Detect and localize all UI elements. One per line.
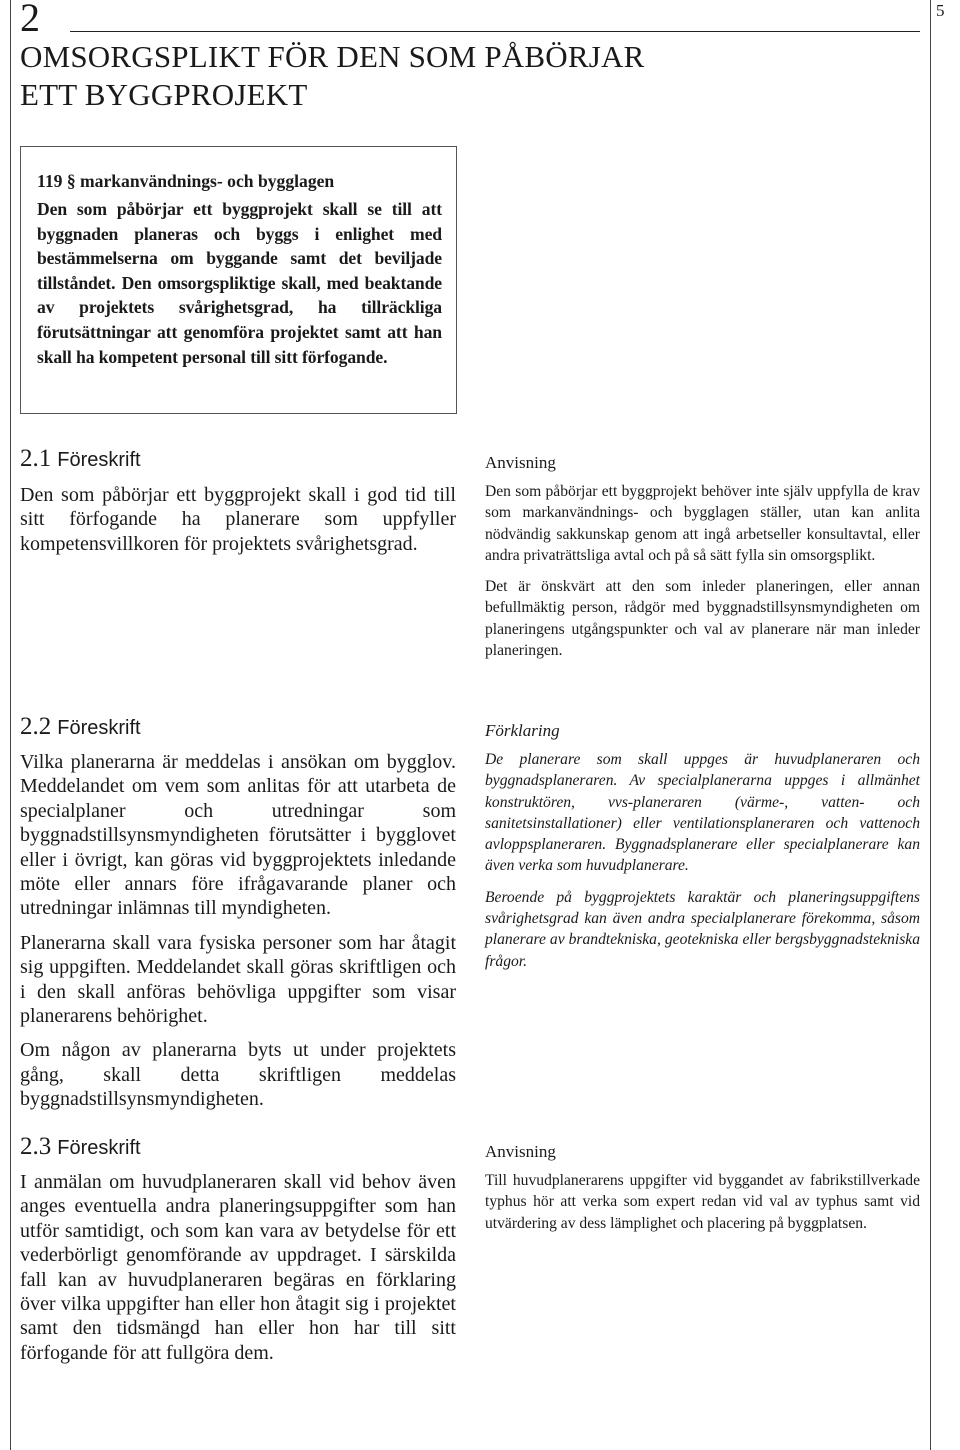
paragraph: Vilka planerarna är meddelas i ansökan om bygglov. Meddelandet om vem som anlitas för att utarbeta de specialplaner och utredningar som byggnadstillsynsmyndigheten förutsätter i bygglovet eller i övrigt, kan göras vid byggprojektets inledande möte eller annars före ifrågavarande planer och utredningar inlämnas till myndigheten. <box>20 751 456 920</box>
section-2-2-side-heading: Förklaring <box>485 721 560 740</box>
chapter-title-line-1: OMSORGSPLIKT FÖR DEN SOM PÅBÖRJAR <box>20 39 645 74</box>
section-2-3-side-heading: Anvisning <box>485 1142 556 1161</box>
paragraph: De planerare som skall uppges är huvudplaneraren och byggnadsplaneraren. Av specialplanerarna uppges i allmänhet konstruktören, vvs-planeraren (värme-, vatten- och sanitetsinstallationer) eller ventilationsplaneraren och vattenoch avloppsplaneraren. Byggnadsplanerare eller specialplanerare kan även verka som huvudplanerare. <box>485 751 920 875</box>
section-2-1-side-heading: Anvisning <box>485 453 556 472</box>
paragraph: Till huvudplanerarens uppgifter vid byggandet av fabrikstillverkade typhus hör att verka som expert redan vid val av typhus samt vid utvärdering av dess lämplighet och placering på byggplatsen. <box>485 1172 920 1232</box>
paragraph: Den som påbörjar ett byggprojekt behöver inte själv uppfylla de krav som markanvändnings- och bygglagen ställer, utan kan anlita nödvändig sakkunskap genom att ingå arbetseller konsultavtal, eller andra privaträttsliga avtal och på så sätt fylla sin omsorgsplikt. <box>485 483 920 564</box>
section-label: Föreskrift <box>57 449 141 471</box>
paragraph: Planerarna skall vara fysiska personer som har åtagit sig uppgiften. Meddelandet skall göras skriftligen och i den skall anföras behövliga uppgifter som visar planerarens behörighet. <box>20 931 456 1028</box>
paragraph: Den som påbörjar ett byggprojekt skall i god tid till sitt förfogande ha planerare som uppfyller kompetensvillkoren för projektets svårighetsgrad. <box>20 484 456 555</box>
section-label: Föreskrift <box>57 1137 141 1159</box>
section-2-1-heading <box>20 446 141 473</box>
section-number: 2.1 <box>20 445 52 472</box>
left-margin-rule <box>10 0 11 1450</box>
law-reference-heading: 119 § markanvändnings- och bygglagen <box>37 171 335 191</box>
section-2-2-side-body <box>485 749 920 982</box>
section-2-2-body <box>20 750 456 1122</box>
chapter-title <box>20 38 644 114</box>
paragraph: I anmälan om huvudplaneraren skall vid behov även anges eventuella andra planeringsuppgifter som han utför samtidigt, och som kan vara av betydelse för ett vederbörligt genomförande av uppdraget. I särskilda fall kan av huvudplaneraren begäras en förklaring över vilka uppgifter han eller hon åtagit sig i projektet samt den tidsmängd han eller hon har till sitt förfogande för att fullgöra dem. <box>20 1171 456 1364</box>
page-number: 5 <box>936 1 945 20</box>
law-excerpt-box <box>20 146 457 414</box>
section-label: Föreskrift <box>57 717 141 739</box>
chapter-number: 2 <box>20 0 40 40</box>
law-excerpt-text: Den som påbörjar ett byggprojekt skall se till att byggnaden planeras och byggs i enlighet med bestämmelserna om byggande samt det beviljade tillståndet. Den omsorgspliktige skall, med beaktande av projektets svårighetsgrad, ha tillräckliga förutsättningar att genomföra projektet samt att han skall ha kompetent personal till sitt förfogande. <box>37 199 442 367</box>
section-2-3-heading <box>20 1134 141 1161</box>
header-rule <box>70 31 920 32</box>
section-number: 2.3 <box>20 1133 52 1160</box>
right-margin-rule <box>930 0 931 1450</box>
paragraph: Beroende på byggprojektets karaktär och planeringsuppgiftens svårighetsgrad kan även andra specialplanerare förekomma, såsom planerare av brandtekniska, geotekniska eller bergsbyggnadstekniska frågor. <box>485 888 920 970</box>
chapter-title-line-2: ETT BYGGPROJEKT <box>20 77 308 112</box>
section-2-2-heading <box>20 714 141 741</box>
section-number: 2.2 <box>20 713 52 740</box>
paragraph: Det är önskvärt att den som inleder planeringen, eller annan befullmäktig person, rådgör med byggnadstillsynsmyndigheten om planeringens utgångspunkter och val av planerare när man inleder planeringen. <box>485 578 920 660</box>
section-2-1-body <box>20 483 456 566</box>
section-2-3-side-body <box>485 1170 920 1244</box>
section-2-1-side-body <box>485 481 920 671</box>
paragraph: Om någon av planerarna byts ut under projektets gång, skall detta skriftligen meddelas byggnadstillsynsmyndigheten. <box>20 1039 456 1111</box>
section-2-3-body <box>20 1170 456 1375</box>
